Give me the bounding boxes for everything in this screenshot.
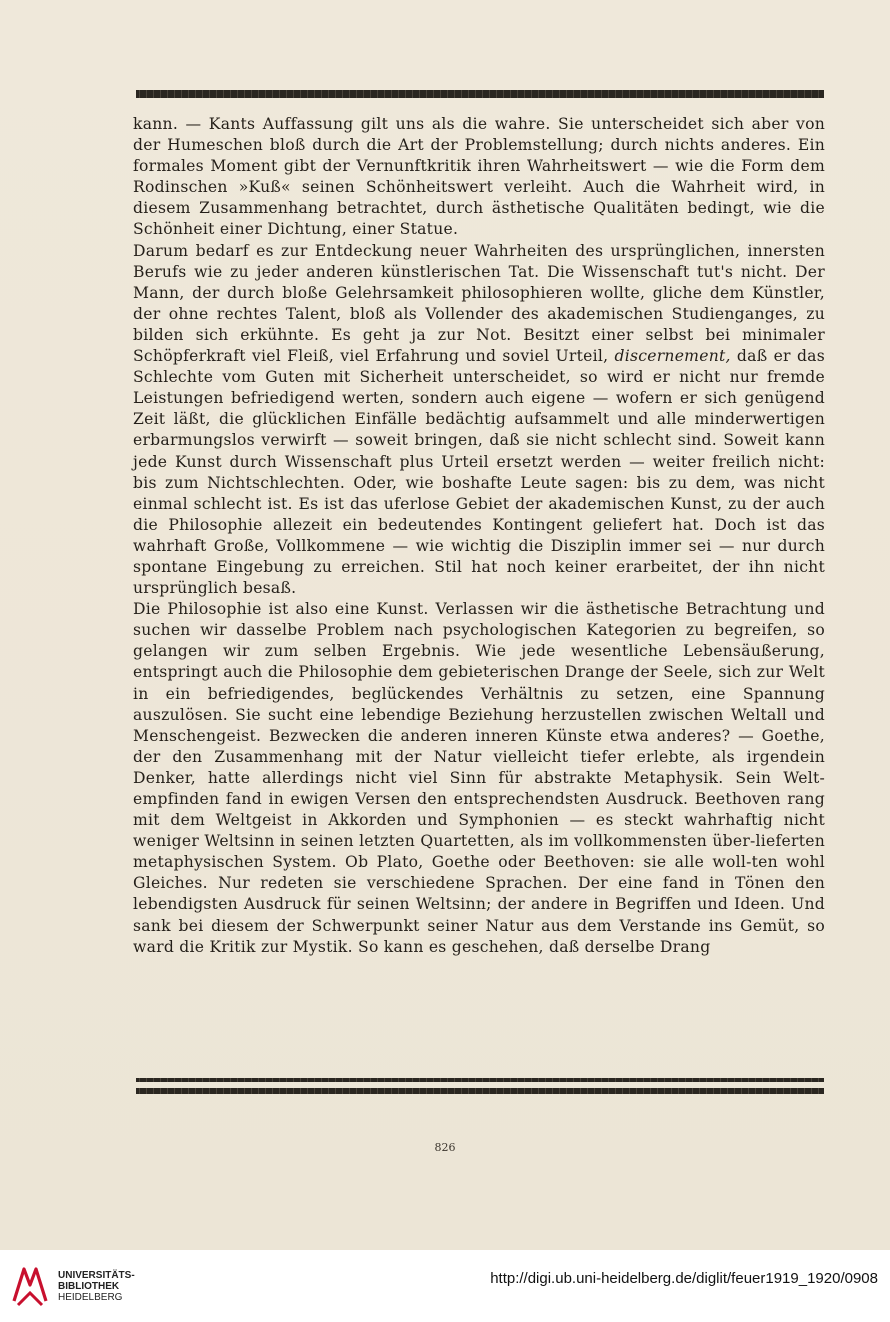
emphasized-term: discernement, bbox=[614, 347, 731, 366]
paragraph-1-text: kann. — Kants Auffassung gilt uns als die wahre. Sie unterscheidet sich aber von der Humeschen bloß durch die Art der Problemstellung; durch nichts anderes. Ein formales Moment gibt der Vernunftkritik ihren Wahrheitswert — wie die Form dem Rodinschen »Kuß« seinen Schönheitswert verleiht. Auch die Wahrheit wird, in diesem Zusammenhang betrachtet, durch ästhetische Qualitäten bedingt, wie die Schönheit einer Dichtung, einer Statue. bbox=[133, 115, 825, 239]
ub-heidelberg-logo-icon[interactable] bbox=[10, 1263, 50, 1309]
library-name-line-3: HEIDELBERG bbox=[58, 1292, 123, 1303]
paragraph-3-text: Die Philosophie ist also eine Kunst. Verlassen wir die ästhetische Betrachtung und suchen wir dasselbe Problem nach psychologischen Kategorien zu begreifen, so gelangen wir zum selben Ergebnis. Wie jede wesentliche Lebensäußerung, entspringt auch die Philosophie dem gebieterischen Drange der Seele, sich zur Welt in ein befriedigendes, beglückendes Verhältnis zu setzen, eine Spannung auszulösen. Sie sucht eine lebendige Beziehung herzustellen zwischen Weltall und Menschengeist. Bezwecken die anderen inneren Künste etwa anderes? — Goethe, der den Zusammenhang mit der Natur vielleicht tiefer erlebte, als irgendein Denker, hatte allerdings nicht viel Sinn für abstrakte Metaphysik. Sein Welt-empfinden fand in ewigen Versen den entsprechendsten Ausdruck. Beethoven rang mit dem Weltgeist in Akkorden und Symphonien — es steckt wahrhaftig nicht weniger Weltsinn in seinen letzten Quartetten, als im vollkommensten über-lieferten metaphysischen System. Ob Plato, Goethe oder Beethoven: sie alle woll-ten wohl Gleiches. Nur redeten sie verschiedene Sprachen. Der eine fand in Tönen den lebendigsten Ausdruck für seinen Weltsinn; der andere in Begriffen und Ideen. Und sank bei diesem der Schwerpunkt seiner Natur aus dem Verstande ins Gemüt, so ward die Kritik zur Mystik. So kann es geschehen, daß derselbe Drang bbox=[133, 600, 825, 956]
footer-bar bbox=[0, 1250, 890, 1322]
bottom-ornamental-band bbox=[136, 1088, 824, 1094]
library-name[interactable] bbox=[58, 1270, 135, 1303]
paragraph-2 bbox=[133, 241, 825, 600]
paragraph-2-text-end: daß er das Schlechte vom Guten mit Sicherheit unterscheidet, so wird er nicht nur fremde Leistungen befriedigend werten, sondern auch eigene — wofern er sich genügend Zeit läßt, die glücklichen Einfälle bedächtig aufsammelt und alle minderwertigen erbarmungslos verwirft — soweit bringen, daß sie nicht schlecht sind. Soweit kann jede Kunst durch Wissenschaft plus Urteil ersetzt werden — weiter freilich nicht: bis zum Nichtschlechten. Oder, wie boshafte Leute sagen: bis zu dem, was nicht einmal schlecht ist. Es ist das uferlose Gebiet der akademischen Kunst, zu der auch die Philosophie allezeit ein bedeutendes Kontingent geliefert hat. Doch ist das wahrhaft Große, Vollkommene — wie wichtig die Disziplin immer sei — nur durch spontane Eingebung zu erreichen. Stil hat noch keiner erarbeitet, der ihn nicht ursprünglich besaß. bbox=[133, 347, 825, 598]
top-ornamental-band bbox=[136, 90, 824, 98]
source-url-link[interactable]: http://digi.ub.uni-heidelberg.de/diglit/feuer1919_1920/0908 bbox=[490, 1270, 878, 1287]
library-name-line-2: BIBLIOTHEK bbox=[58, 1281, 120, 1292]
paragraph-2-text-start: Darum bedarf es zur Entdeckung neuer Wahrheiten des ursprünglichen, innersten Berufs wie zu jeder anderen künstlerischen Tat. Die Wissenschaft tut's nicht. Der Mann, der durch bloße Gelehrsamkeit philosophieren wollte, gliche dem Künstler, der ohne rechtes Talent, bloß als Vollender des akademischen Studienganges, zu bilden sich erkühnte. Es geht ja zur Not. Besitzt einer selbst bei minimaler Schöpferkraft viel Fleiß, viel Erfahrung und soviel Urteil, bbox=[133, 241, 825, 366]
library-name-line-1: UNIVERSITÄTS- bbox=[58, 1270, 135, 1281]
paragraph-1 bbox=[133, 114, 825, 241]
page-number: 826 bbox=[434, 1141, 456, 1154]
paragraph-3 bbox=[133, 599, 825, 958]
body-text bbox=[133, 114, 825, 958]
bottom-rule-thin bbox=[136, 1078, 824, 1082]
